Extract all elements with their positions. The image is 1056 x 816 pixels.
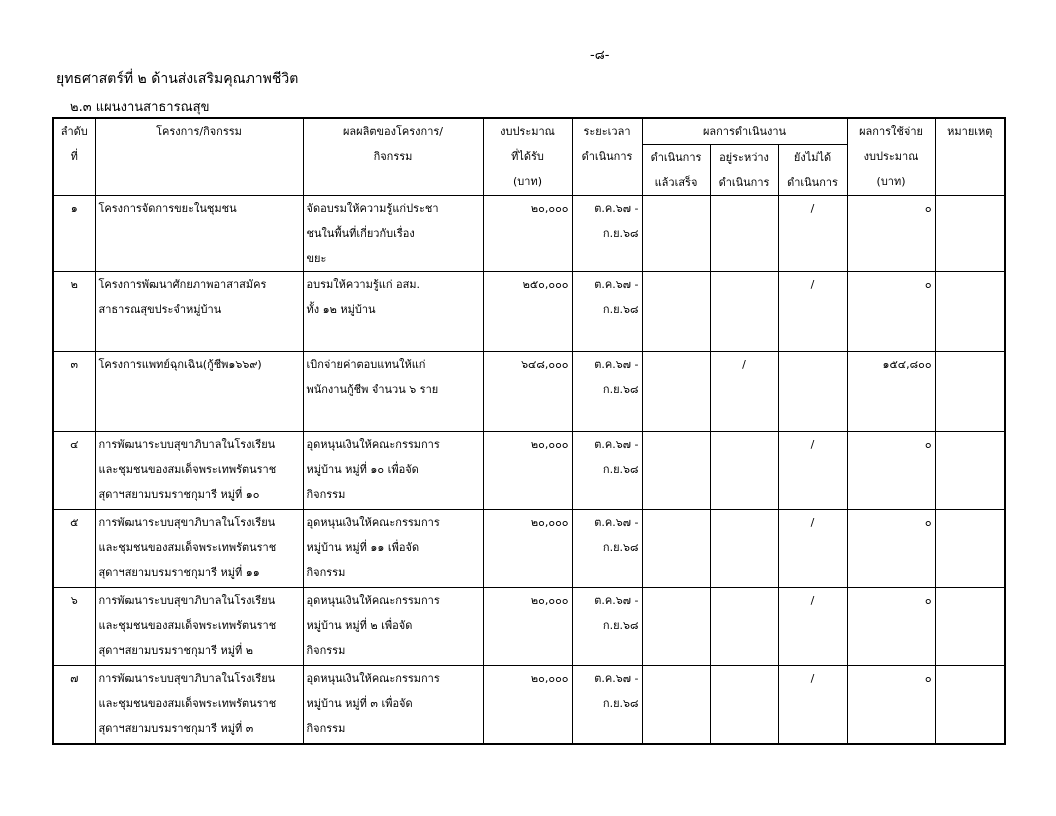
cell-remark bbox=[935, 432, 1005, 510]
cell-budget: ๒๐,๐๐๐ bbox=[483, 510, 572, 588]
cell-no: ๑ bbox=[53, 196, 95, 272]
cell-not-yet: / bbox=[778, 510, 847, 588]
header-done: ดำเนินการ แล้วเสร็จ bbox=[642, 145, 710, 196]
cell-not-yet: / bbox=[778, 432, 847, 510]
cell-no: ๕ bbox=[53, 510, 95, 588]
table-row bbox=[53, 432, 1005, 510]
cell-budget: ๖๔๘,๐๐๐ bbox=[483, 352, 572, 432]
cell-remark bbox=[935, 272, 1005, 352]
cell-done bbox=[642, 352, 710, 432]
cell-period: ต.ค.๖๗ - ก.ย.๖๘ bbox=[572, 588, 642, 666]
header-period: ระยะเวลา ดำเนินการ bbox=[572, 118, 642, 196]
table-row bbox=[53, 352, 1005, 432]
cell-not-yet: / bbox=[778, 272, 847, 352]
cell-budget: ๒๐,๐๐๐ bbox=[483, 666, 572, 744]
cell-spending: ๐ bbox=[847, 196, 935, 272]
cell-remark bbox=[935, 588, 1005, 666]
cell-period: ต.ค.๖๗ - ก.ย.๖๘ bbox=[572, 272, 642, 352]
cell-spending: ๐ bbox=[847, 432, 935, 510]
header-no: ลำดับ ที่ bbox=[53, 118, 95, 196]
cell-not-yet: / bbox=[778, 666, 847, 744]
cell-done bbox=[642, 272, 710, 352]
header-budget: งบประมาณ ที่ได้รับ (บาท) bbox=[483, 118, 572, 196]
page-number: -๘- bbox=[590, 48, 610, 63]
cell-project: การพัฒนาระบบสุขาภิบาลในโรงเรียน และชุมชนของสมเด็จพระเทพรัตนราช สุดาฯสยามบรมราชกุมารี หมู่ที่ ๓ bbox=[95, 666, 303, 744]
results-table bbox=[52, 117, 1006, 745]
cell-no: ๔ bbox=[53, 432, 95, 510]
cell-ongoing: / bbox=[710, 352, 778, 432]
cell-remark bbox=[935, 352, 1005, 432]
header-ongoing: อยู่ระหว่าง ดำเนินการ bbox=[710, 145, 778, 196]
cell-ongoing bbox=[710, 196, 778, 272]
cell-budget: ๒๐,๐๐๐ bbox=[483, 196, 572, 272]
header-result: ผลการดำเนินงาน bbox=[642, 118, 847, 145]
cell-output: อุดหนุนเงินให้คณะกรรมการ หมู่บ้าน หมู่ที่ ๑๑ เพื่อจัด กิจกรรม bbox=[303, 510, 483, 588]
cell-remark bbox=[935, 196, 1005, 272]
cell-not-yet: / bbox=[778, 196, 847, 272]
cell-period: ต.ค.๖๗ - ก.ย.๖๘ bbox=[572, 666, 642, 744]
cell-ongoing bbox=[710, 510, 778, 588]
header-remark: หมายเหตุ bbox=[935, 118, 1005, 196]
header-not-yet: ยังไม่ได้ ดำเนินการ bbox=[778, 145, 847, 196]
table-row bbox=[53, 272, 1005, 352]
cell-project: โครงการจัดการขยะในชุมชน bbox=[95, 196, 303, 272]
cell-ongoing bbox=[710, 666, 778, 744]
cell-output: จัดอบรมให้ความรู้แก่ประชา ชนในพื้นที่เกี่ยวกับเรื่อง ขยะ bbox=[303, 196, 483, 272]
cell-project: การพัฒนาระบบสุขาภิบาลในโรงเรียน และชุมชนของสมเด็จพระเทพรัตนราช สุดาฯสยามบรมราชกุมารี หมู่ที่ ๑๐ bbox=[95, 432, 303, 510]
cell-period: ต.ค.๖๗ - ก.ย.๖๘ bbox=[572, 352, 642, 432]
cell-output: อุดหนุนเงินให้คณะกรรมการ หมู่บ้าน หมู่ที่ ๓ เพื่อจัด กิจกรรม bbox=[303, 666, 483, 744]
cell-ongoing bbox=[710, 432, 778, 510]
cell-no: ๗ bbox=[53, 666, 95, 744]
header-output: ผลผลิตของโครงการ/ กิจกรรม bbox=[303, 118, 483, 196]
cell-done bbox=[642, 666, 710, 744]
cell-budget: ๒๕๐,๐๐๐ bbox=[483, 272, 572, 352]
cell-period: ต.ค.๖๗ - ก.ย.๖๘ bbox=[572, 432, 642, 510]
plan-title: ๒.๓ แผนงานสาธารณสุข bbox=[70, 100, 210, 115]
table-row bbox=[53, 196, 1005, 272]
cell-done bbox=[642, 588, 710, 666]
cell-done bbox=[642, 196, 710, 272]
cell-budget: ๒๐,๐๐๐ bbox=[483, 432, 572, 510]
cell-no: ๓ bbox=[53, 352, 95, 432]
cell-remark bbox=[935, 666, 1005, 744]
cell-spending: ๐ bbox=[847, 510, 935, 588]
cell-project: การพัฒนาระบบสุขาภิบาลในโรงเรียน และชุมชนของสมเด็จพระเทพรัตนราช สุดาฯสยามบรมราชกุมารี หมู่ที่ ๒ bbox=[95, 588, 303, 666]
table-row bbox=[53, 510, 1005, 588]
header-spending: ผลการใช้จ่าย งบประมาณ (บาท) bbox=[847, 118, 935, 196]
cell-done bbox=[642, 432, 710, 510]
cell-not-yet: / bbox=[778, 588, 847, 666]
cell-done bbox=[642, 510, 710, 588]
cell-spending: ๐ bbox=[847, 272, 935, 352]
cell-output: เบิกจ่ายค่าตอบแทนให้แก่ พนักงานกู้ชีพ จำนวน ๖ ราย bbox=[303, 352, 483, 432]
cell-project: โครงการพัฒนาศักยภาพอาสาสมัคร สาธารณสุขประจำหมู่บ้าน bbox=[95, 272, 303, 352]
cell-ongoing bbox=[710, 588, 778, 666]
cell-spending: ๐ bbox=[847, 666, 935, 744]
cell-output: อุดหนุนเงินให้คณะกรรมการ หมู่บ้าน หมู่ที่ ๑๐ เพื่อจัด กิจกรรม bbox=[303, 432, 483, 510]
cell-budget: ๒๐,๐๐๐ bbox=[483, 588, 572, 666]
cell-output: อุดหนุนเงินให้คณะกรรมการ หมู่บ้าน หมู่ที่ ๒ เพื่อจัด กิจกรรม bbox=[303, 588, 483, 666]
table-body bbox=[53, 196, 1005, 744]
cell-remark bbox=[935, 510, 1005, 588]
cell-output: อบรมให้ความรู้แก่ อสม. ทั้ง ๑๒ หมู่บ้าน bbox=[303, 272, 483, 352]
cell-no: ๖ bbox=[53, 588, 95, 666]
header-project: โครงการ/กิจกรรม bbox=[95, 118, 303, 196]
cell-not-yet bbox=[778, 352, 847, 432]
cell-period: ต.ค.๖๗ - ก.ย.๖๘ bbox=[572, 510, 642, 588]
cell-ongoing bbox=[710, 272, 778, 352]
cell-spending: ๑๕๔,๘๐๐ bbox=[847, 352, 935, 432]
table-row bbox=[53, 666, 1005, 744]
cell-period: ต.ค.๖๗ - ก.ย.๖๘ bbox=[572, 196, 642, 272]
table-row bbox=[53, 588, 1005, 666]
strategy-title: ยุทธศาสตร์ที่ ๒ ด้านส่งเสริมคุณภาพชีวิต bbox=[56, 71, 299, 87]
cell-project: โครงการแพทย์ฉุกเฉิน(กู้ชีพ๑๖๖๙) bbox=[95, 352, 303, 432]
cell-project: การพัฒนาระบบสุขาภิบาลในโรงเรียน และชุมชนของสมเด็จพระเทพรัตนราช สุดาฯสยามบรมราชกุมารี หมู่ที่ ๑๑ bbox=[95, 510, 303, 588]
cell-spending: ๐ bbox=[847, 588, 935, 666]
cell-no: ๒ bbox=[53, 272, 95, 352]
